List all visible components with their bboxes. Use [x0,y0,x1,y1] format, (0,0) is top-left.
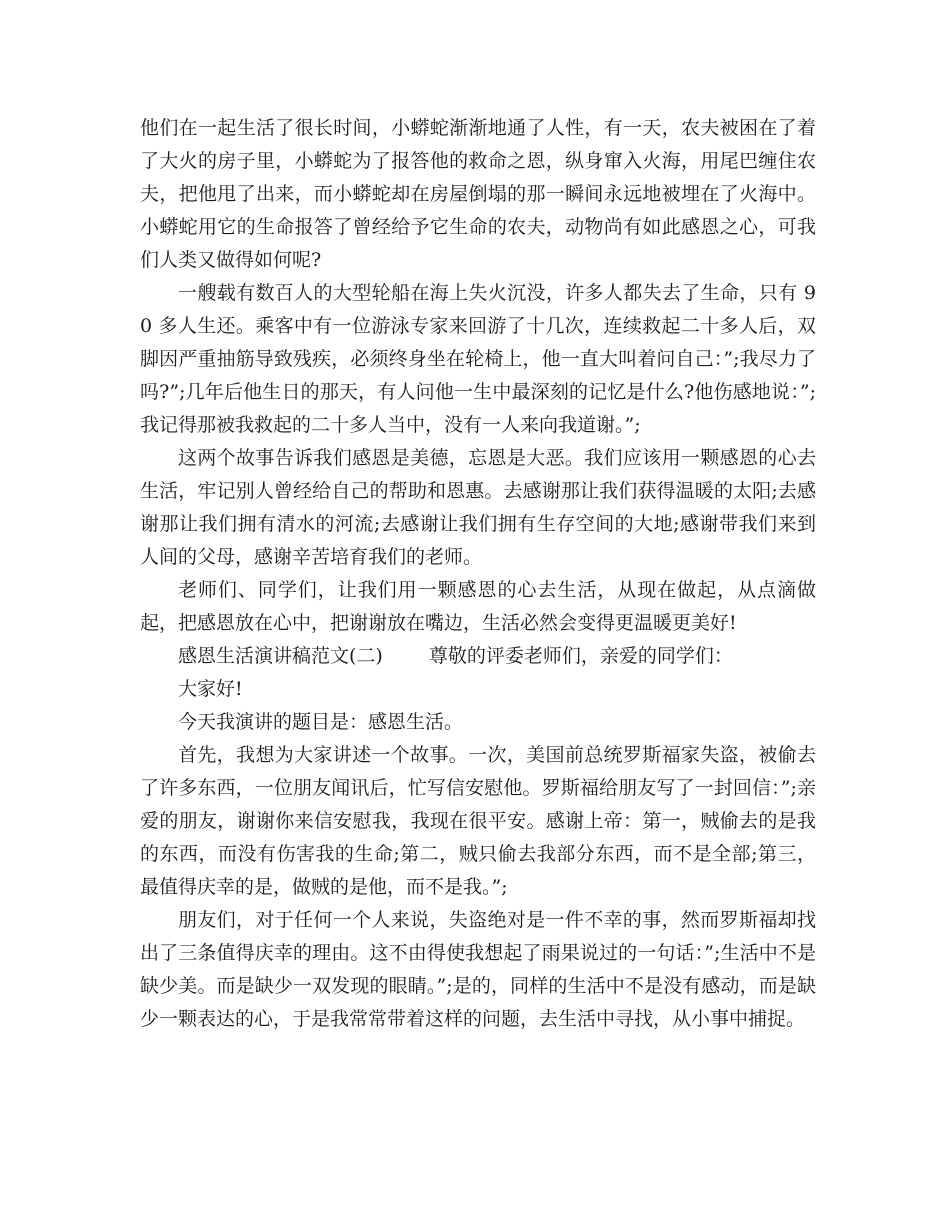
section-heading-line [140,640,816,673]
paragraph-ship-story: 一艘载有数百人的大型轮船在海上失火沉没，许多人都失去了生命，只有 90 多人生还。乘客中有一位游泳专家来回游了十几次，连续救起二十多人后，双脚因严重抽筋导致残疾，必须终身坐在轮椅上，他一直大叫着问自己：”;我尽力了吗?”;几年后他生日的那天，有人问他一生中最深刻的记忆是什么?他伤感地说：”;我记得那被我救起的二十多人当中，没有一人来向我道谢。”; [140,282,816,436]
salutation: 尊敬的评委老师们，亲爱的同学们： [428,645,733,667]
document-body [140,112,816,1036]
paragraph-snake-story: 他们在一起生活了很长时间，小蟒蛇渐渐地通了人性，有一天，农夫被困在了着了大火的房子里，小蟒蛇为了报答他的救命之恩，纵身窜入火海，用尾巴缠住农夫，把他甩了出来，而小蟒蛇却在房屋倒塌的那一瞬间永远地被埋在了火海中。小蟒蛇用它的生命报答了曾经给予它生命的农夫，动物尚有如此感恩之心，可我们人类又做得如何呢? [140,117,816,271]
paragraph-roosevelt-story: 首先，我想为大家讲述一个故事。一次，美国前总统罗斯福家失盗，被偷去了许多东西，一位朋友闻讯后，忙写信安慰他。罗斯福给朋友写了一封回信：”;亲爱的朋友，谢谢你来信安慰我，我现在很平安。感谢上帝：第一，贼偷去的是我的东西，而没有伤害我的生命;第二，贼只偷去我部分东西，而不是全部;第三，最值得庆幸的是，做贼的是他，而不是我。”; [140,744,816,898]
greeting: 大家好! [178,678,243,700]
speech-topic: 今天我演讲的题目是：感恩生活。 [178,711,464,733]
paragraph-call-to-action: 老师们、同学们，让我们用一颗感恩的心去生活，从现在做起，从点滴做起，把感恩放在心中，把谢谢放在嘴边，生活必然会变得更温暖更美好! [140,579,816,634]
paragraph-reflection: 朋友们，对于任何一个人来说，失盗绝对是一件不幸的事，然而罗斯福却找出了三条值得庆幸的理由。这不由得使我想起了雨果说过的一句话：”;生活中不是缺少美。而是缺少一双发现的眼睛。”;是的，同样的生活中不是没有感动，而是缺少一颗表达的心，于是我常常带着这样的问题，去生活中寻找，从小事中捕捉。 [140,909,816,1030]
paragraph-gratitude-virtue: 这两个故事告诉我们感恩是美德，忘恩是大恶。我们应该用一颗感恩的心去生活，牢记别人曾经给自己的帮助和恩惠。去感谢那让我们获得温暖的太阳;去感谢那让我们拥有清水的河流;去感谢让我们拥有生存空间的大地;感谢带我们来到人间的父母，感谢辛苦培育我们的老师。 [140,447,816,568]
section-title: 感恩生活演讲稿范文(二) [178,645,383,667]
